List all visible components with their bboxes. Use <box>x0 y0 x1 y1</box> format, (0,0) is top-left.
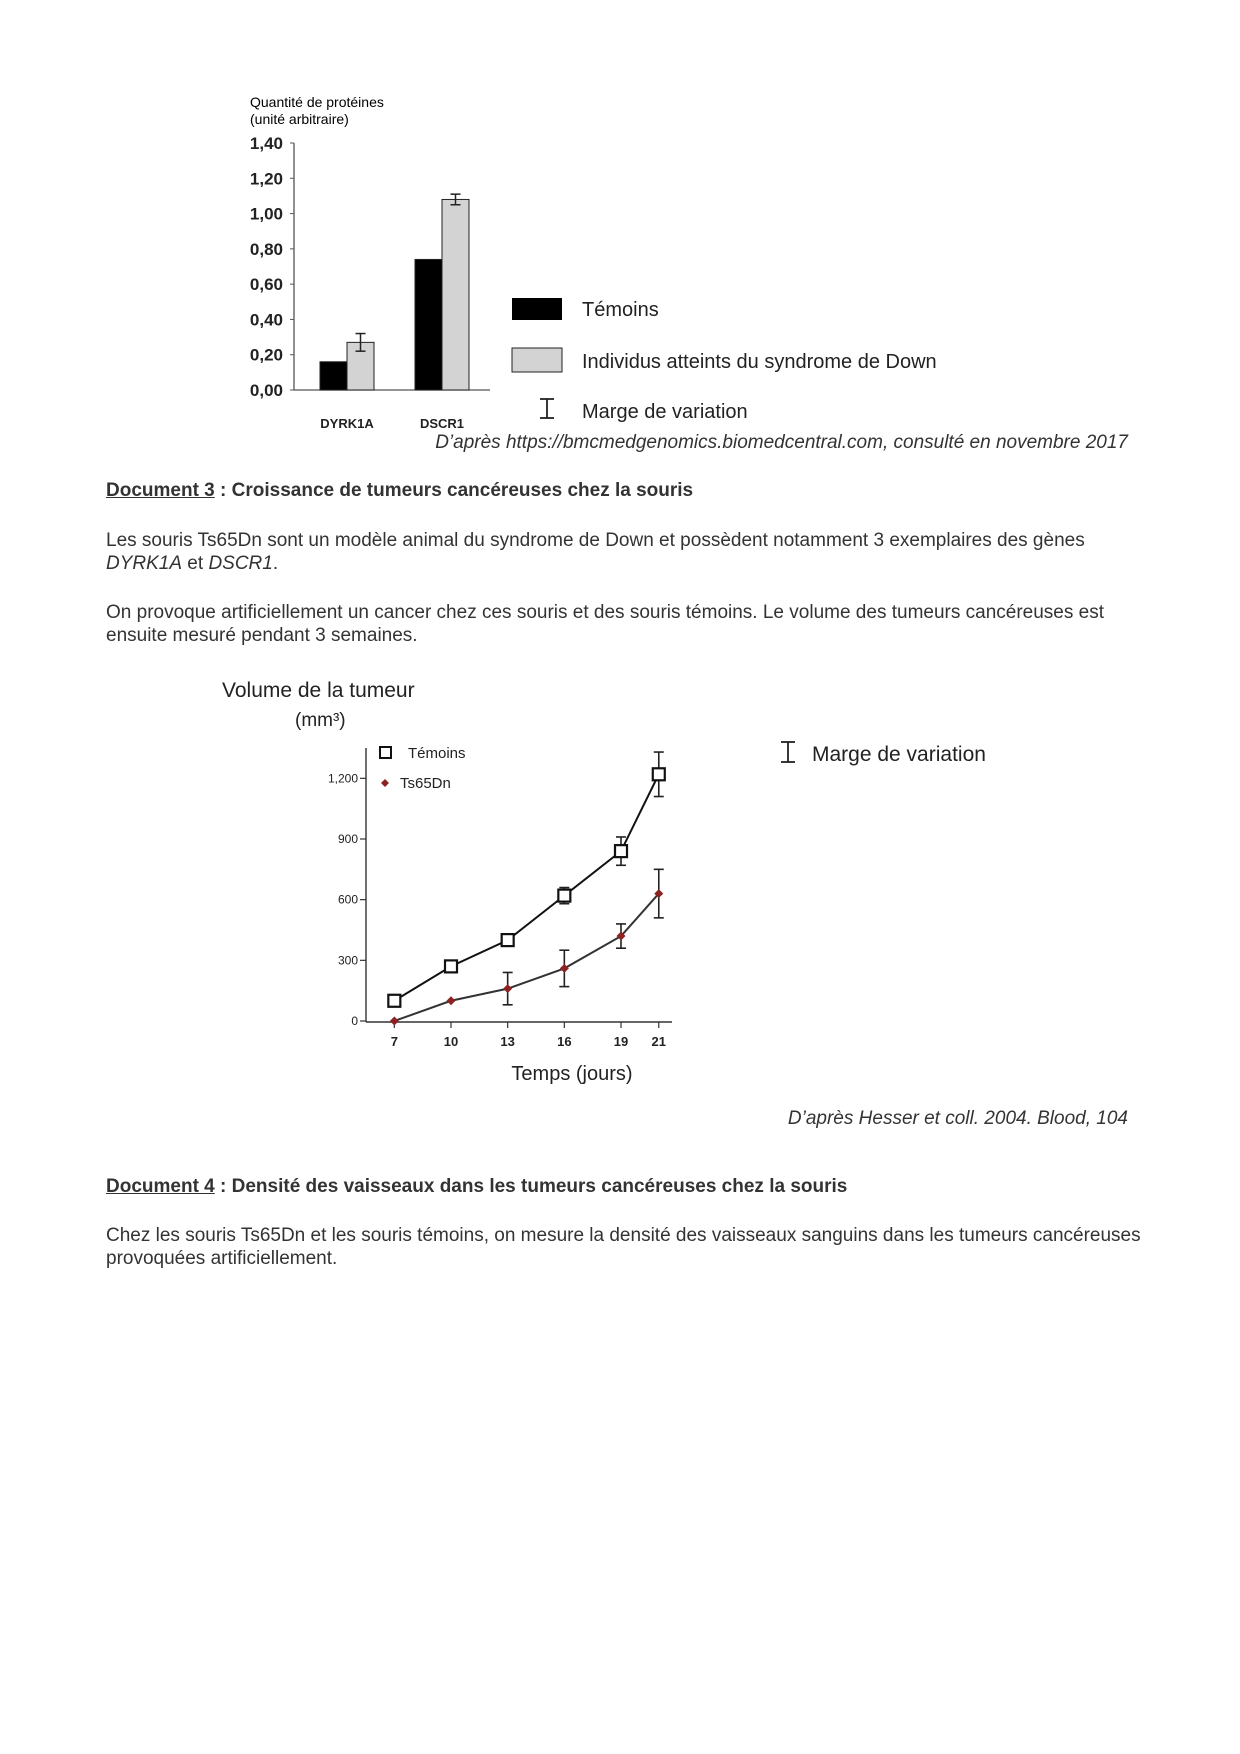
legend-swatch-temoins <box>512 298 562 320</box>
bar-y-tick-label: 1,20 <box>249 169 283 189</box>
line-y-tick-label: 0 <box>351 1013 358 1028</box>
bar-y-tick-label: 0,00 <box>249 381 283 400</box>
data-point-ts65dn <box>447 996 456 1005</box>
category-label-dscr1: DSCR1 <box>419 416 465 431</box>
line-y-tick-label: 1,200 <box>327 771 358 786</box>
line-chart-x-ticks <box>391 1022 666 1049</box>
doc3-heading-label: Document 3 <box>106 480 215 501</box>
data-point-temoins <box>558 890 570 902</box>
error-bar-legend-icon <box>781 742 795 762</box>
bar-chart-ylabel-line1: Quantité de protéines <box>250 94 384 110</box>
data-point-ts65dn <box>503 984 512 993</box>
line-x-tick-label: 16 <box>557 1034 572 1049</box>
doc2-source: D’après https://bmcmedgenomics.biomedcentral.com, consulté en novembre 2017 <box>435 432 1128 453</box>
bar-dscr1-temoins <box>415 259 442 390</box>
bar-y-tick-label: 0,40 <box>249 310 283 330</box>
line-y-tick-label: 900 <box>337 831 358 846</box>
legend-label-error: Marge de variation <box>582 401 748 423</box>
legend-swatch-down <box>512 348 562 372</box>
line-chart-y-ticks <box>328 771 366 1028</box>
series-line-temoins <box>394 774 658 1000</box>
line-chart-series <box>388 752 664 1025</box>
line-legend-temoins: Témoins <box>408 745 466 762</box>
doc3-heading <box>106 480 693 502</box>
data-point-ts65dn <box>390 1016 399 1025</box>
category-label-dyrk1a: DYRK1A <box>320 416 374 431</box>
doc3-para1-text: Les souris Ts65Dn sont un modèle animal du syndrome de Down et possèdent notamment 3 exemplaires des gènes <box>106 530 1085 551</box>
line-y-tick-label: 600 <box>337 892 358 907</box>
bar-y-tick-label: 0,60 <box>249 275 283 295</box>
line-x-tick-label: 10 <box>443 1034 459 1049</box>
legend-marker-temoins <box>380 747 391 758</box>
bar-chart-bars <box>320 194 469 390</box>
bar-y-tick-label: 0,80 <box>249 239 283 259</box>
doc3-source: D’après Hesser et coll. 2004. Blood, 104 <box>787 1108 1128 1129</box>
bar-chart-categories <box>320 416 464 431</box>
error-bar-legend-icon <box>540 399 554 418</box>
data-point-temoins <box>615 845 627 857</box>
line-y-tick-label: 300 <box>337 953 358 968</box>
bar-dscr1-down <box>442 199 469 390</box>
line-legend-ts65dn: Ts65Dn <box>400 775 451 792</box>
bar-chart-y-ticks <box>250 134 294 400</box>
line-x-tick-label: 19 <box>613 1034 629 1049</box>
doc3-heading-title: : Croissance de tumeurs cancéreuses chez la souris <box>214 480 694 501</box>
line-x-tick-label: 13 <box>500 1034 515 1049</box>
tumor-volume-line-chart <box>210 670 1030 1100</box>
data-point-temoins <box>653 768 665 780</box>
bar-y-tick-label: 1,00 <box>249 204 283 224</box>
line-chart-title-line1: Volume de la tumeur <box>222 679 415 702</box>
gene-dyrk1a: DYRK1A <box>106 553 183 574</box>
doc4-paragraph: Chez les souris Ts65Dn et les souris témoins, on mesure la densité des vaisseaux sanguins dans les tumeurs cancéreuses provoquées artificiellement. <box>106 1225 1141 1269</box>
series-line-ts65dn <box>394 894 658 1021</box>
bar-y-tick-label: 1,40 <box>249 134 283 153</box>
data-point-ts65dn <box>560 964 569 973</box>
doc4-heading-title: : Densité des vaisseaux dans les tumeurs cancéreuses chez la souris <box>214 1176 848 1197</box>
gene-dscr1: DSCR1 <box>208 553 273 574</box>
line-chart-xlabel: Temps (jours) <box>511 1063 633 1085</box>
doc3-para1-end: . <box>272 553 279 574</box>
doc4-heading <box>106 1176 847 1198</box>
line-x-tick-label: 7 <box>390 1034 398 1049</box>
doc3-paragraph-2: On provoque artificiellement un cancer chez ces souris et des souris témoins. Le volume des tumeurs cancéreuses est ensuite mesuré pendant 3 semaines. <box>106 602 1104 646</box>
line-legend-error: Marge de variation <box>812 743 986 766</box>
bar-y-tick-label: 0,20 <box>249 345 283 365</box>
data-point-temoins <box>388 995 400 1007</box>
doc4-heading-label: Document 4 <box>106 1176 215 1197</box>
data-point-temoins <box>502 934 514 946</box>
line-x-tick-label: 21 <box>651 1034 667 1049</box>
doc3-para1-and: et <box>182 553 209 574</box>
protein-bar-chart <box>215 80 1015 435</box>
data-point-temoins <box>445 960 457 972</box>
legend-label-temoins: Témoins <box>582 299 659 321</box>
doc3-paragraph-1 <box>106 529 1146 575</box>
legend-marker-ts65dn <box>381 779 389 787</box>
legend-label-down: Individus atteints du syndrome de Down <box>582 351 937 373</box>
line-chart-title-line2: (mm³) <box>295 710 346 731</box>
bar-dyrk1a-temoins <box>320 362 347 390</box>
bar-chart-ylabel-line2: (unité arbitraire) <box>250 111 349 127</box>
